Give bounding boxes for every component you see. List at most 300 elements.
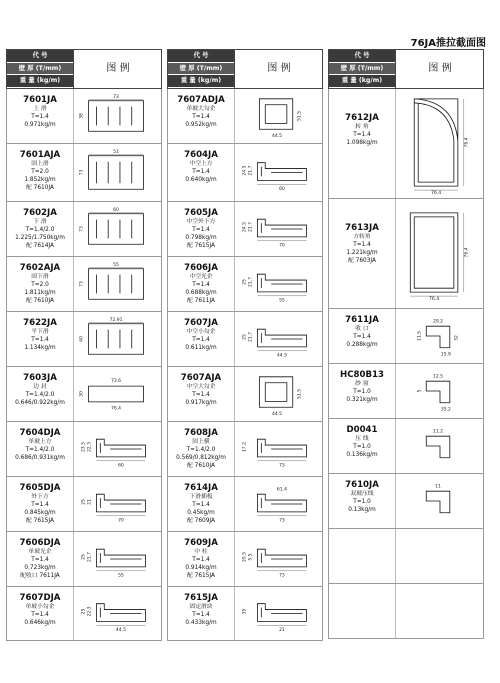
profile-list (328, 89, 484, 639)
svg-text:55: 55 (279, 298, 285, 304)
svg-text:24.5: 24.5 (242, 222, 248, 233)
catalog-column (167, 49, 323, 641)
profile-thickness: T=1.4/2.0 (25, 227, 55, 233)
svg-text:60: 60 (118, 463, 124, 469)
profile-name: 固上滑 (31, 161, 49, 167)
profile-list (167, 89, 323, 641)
profile-section-drawing (235, 422, 323, 476)
profile-info (7, 89, 74, 143)
profile-cell (167, 257, 323, 312)
svg-text:11.2: 11.2 (433, 429, 444, 435)
profile-weight: 1.098kg/m (346, 140, 378, 146)
profile-code: 7602AJA (19, 263, 61, 273)
profile-info (168, 89, 235, 143)
profile-note: 配收口 7611JA (20, 573, 60, 579)
svg-text:73: 73 (279, 573, 285, 579)
section-drawing-svg (235, 89, 323, 143)
profile-cell (6, 532, 162, 587)
profile-thickness: T=1.4 (192, 392, 210, 398)
svg-text:21: 21 (279, 628, 285, 634)
profile-thickness: T=1.4 (192, 114, 210, 120)
profile-info (7, 532, 74, 586)
section-drawing-svg (235, 202, 323, 256)
profile-list (6, 89, 162, 641)
profile-code: 7611JA (345, 315, 379, 325)
profile-weight: 0.914kg/m (185, 565, 217, 571)
profile-code: 7604DJA (19, 428, 61, 438)
header-labels (7, 50, 73, 88)
profile-thickness: T=2.0 (31, 169, 49, 175)
section-drawing-svg (235, 312, 323, 366)
profile-section-drawing (235, 202, 323, 256)
svg-text:76.4: 76.4 (111, 406, 122, 412)
svg-text:73: 73 (79, 169, 85, 176)
profile-name: 中空外下方 (186, 219, 216, 225)
profile-thickness: T=1.4 (192, 337, 210, 343)
profile-cell (167, 422, 323, 477)
profile-thickness: T=1.4 (192, 227, 210, 233)
profile-name: 中空小勾企 (186, 329, 216, 335)
profile-section-drawing (235, 477, 323, 531)
profile-info (7, 257, 74, 311)
profile-note: 配 7609JA (187, 518, 215, 524)
svg-text:22.3: 22.3 (87, 442, 93, 453)
profile-cell (328, 419, 484, 474)
section-drawing-svg (74, 257, 162, 311)
profile-name: 固下滑 (31, 274, 49, 280)
svg-text:51.5: 51.5 (297, 388, 303, 400)
section-drawing-svg (235, 144, 323, 201)
svg-text:11.5: 11.5 (417, 330, 423, 342)
header-figure-label: 图 例 (73, 50, 162, 88)
profile-name: 固上横 (192, 439, 210, 445)
svg-text:44.5: 44.5 (115, 628, 126, 634)
svg-text:25: 25 (81, 608, 87, 615)
svg-text:21.7: 21.7 (248, 277, 254, 288)
section-drawing-svg (396, 309, 484, 363)
profile-info (329, 89, 396, 198)
section-drawing-svg (396, 584, 484, 638)
profile-section-drawing (74, 89, 162, 143)
profile-weight: 0.13kg/m (348, 507, 376, 513)
svg-text:70: 70 (279, 243, 285, 249)
profile-code: 7606DJA (19, 538, 61, 548)
section-drawing-svg (74, 477, 162, 531)
page-title: 76JA推拉截面图 (410, 38, 486, 49)
profile-code: D0041 (346, 425, 378, 435)
profile-note: 配 7610JA (26, 185, 54, 191)
profile-code: 7604JA (184, 150, 218, 160)
profile-cell (6, 587, 162, 641)
profile-cell (6, 257, 162, 312)
section-drawing-svg (74, 367, 162, 421)
profile-section-drawing (74, 477, 162, 531)
profile-cell (167, 532, 323, 587)
profile-info (168, 144, 235, 201)
profile-code: 7606JA (184, 263, 218, 273)
svg-text:25: 25 (242, 279, 248, 285)
section-drawing-svg (396, 419, 484, 473)
svg-text:32: 32 (454, 335, 460, 341)
profile-code: 7607DJA (19, 593, 61, 603)
svg-text:25: 25 (242, 334, 248, 340)
profile-note: 配 7610JA (26, 298, 54, 304)
svg-text:11: 11 (435, 484, 441, 490)
profile-thickness: T=1.4 (31, 114, 49, 120)
profile-info (168, 367, 235, 421)
profile-thickness: T=1.4/2.0 (25, 392, 55, 398)
profile-thickness: T=1.4 (353, 242, 371, 248)
profile-name: 下滑插板 (189, 494, 213, 500)
svg-text:73: 73 (79, 281, 85, 287)
header-figure-label: 图 例 (395, 50, 484, 88)
profile-note: 配 7615JA (187, 573, 215, 579)
svg-text:25: 25 (81, 499, 87, 505)
profile-note: 配 7610JA (187, 463, 215, 469)
header-weight-label: 重 量 (kg/m) (329, 75, 395, 88)
section-drawing-svg (74, 587, 162, 640)
profile-weight: 1.225/1.750kg/m (15, 235, 65, 241)
profile-section-drawing (74, 144, 162, 201)
profile-cell (167, 89, 323, 144)
profile-section-drawing (74, 257, 162, 311)
profile-weight: 0.952kg/m (185, 122, 217, 128)
svg-text:21: 21 (87, 499, 93, 505)
profile-weight: 0.433kg/m (185, 620, 217, 626)
profile-name: 上 滑 (33, 106, 47, 112)
profile-weight: 0.723kg/m (24, 565, 56, 571)
profile-weight: 0.136kg/m (346, 452, 378, 458)
profile-code: HC80B13 (340, 370, 384, 380)
profile-info (7, 422, 74, 476)
section-drawing-svg (74, 202, 162, 256)
profile-section-drawing (235, 89, 323, 143)
profile-section-drawing (396, 364, 484, 418)
svg-text:51.5: 51.5 (297, 110, 303, 122)
catalog-column (328, 49, 484, 641)
column-header (6, 49, 162, 89)
profile-name: 下 滑 (33, 219, 47, 225)
profile-cell (167, 367, 323, 422)
header-weight-label: 重 量 (kg/m) (7, 75, 73, 88)
profile-name: 单玻光企 (28, 549, 52, 555)
profile-info (329, 529, 396, 583)
profile-cell (328, 199, 484, 309)
svg-text:60: 60 (279, 187, 285, 193)
header-name-thickness-label: 壁 厚 (T/mm) (7, 63, 73, 76)
profile-info (329, 584, 396, 638)
profile-code: 7603JA (23, 373, 57, 383)
svg-text:22.3: 22.3 (87, 606, 93, 617)
section-drawing-svg (235, 422, 323, 476)
profile-weight: 1.221kg/m (346, 250, 378, 256)
svg-text:35: 35 (242, 608, 248, 615)
section-drawing-svg (396, 89, 484, 198)
profile-section-drawing (74, 367, 162, 421)
svg-text:44.5: 44.5 (272, 134, 283, 140)
svg-text:44.5: 44.5 (276, 353, 287, 359)
profile-code: 7605JA (184, 208, 218, 218)
profile-thickness: T=1.4 (192, 557, 210, 563)
svg-text:21.7: 21.7 (248, 222, 254, 233)
profile-section-drawing (235, 144, 323, 201)
profile-name: 中空大勾企 (186, 384, 216, 390)
profile-thickness: T=1.0 (353, 499, 371, 505)
profile-info (168, 587, 235, 640)
svg-text:72.91: 72.91 (109, 317, 123, 323)
profile-info (168, 422, 235, 476)
svg-text:5: 5 (417, 389, 423, 393)
section-drawing-svg (235, 257, 323, 311)
profile-weight: 0.971kg/m (24, 122, 56, 128)
section-drawing-svg (74, 312, 162, 366)
svg-text:73: 73 (279, 463, 285, 469)
profile-note: 配 7615JA (26, 518, 54, 524)
profile-cell (328, 474, 484, 529)
profile-info (168, 257, 235, 311)
profile-thickness: T=1.0 (353, 444, 371, 450)
profile-weight: 0.288kg/m (346, 342, 378, 348)
profile-code: 7605DJA (19, 483, 61, 493)
profile-code: 7612JA (345, 113, 379, 123)
profile-weight: 0.611kg/m (185, 345, 217, 351)
section-drawing-svg (74, 144, 162, 201)
profile-name: 外下方 (31, 494, 49, 500)
svg-text:12.5: 12.5 (433, 374, 444, 380)
profile-thickness: T=2.0 (31, 282, 49, 288)
catalog-column (6, 49, 162, 641)
svg-text:70: 70 (118, 518, 124, 524)
profile-thickness: T=1.4/2.0 (25, 447, 55, 453)
svg-text:44.5: 44.5 (272, 412, 283, 418)
profile-weight: 0.321kg/m (346, 397, 378, 403)
header-figure-label: 图 例 (234, 50, 323, 88)
profile-name: 方转角 (353, 234, 371, 240)
profile-section-drawing (396, 309, 484, 363)
profile-info (7, 477, 74, 531)
section-drawing-svg (74, 532, 162, 586)
profile-code: 7622JA (23, 318, 57, 328)
header-code-label: 代 号 (329, 50, 395, 63)
profile-note: 配 7611JA (187, 298, 215, 304)
profile-section-drawing (396, 474, 484, 528)
section-drawing-svg (235, 367, 323, 421)
profile-weight: 0.569/0.812kg/m (176, 455, 226, 461)
section-drawing-svg (396, 199, 484, 308)
section-drawing-svg (235, 477, 323, 531)
svg-text:30: 30 (79, 391, 85, 397)
svg-text:73: 73 (279, 518, 285, 524)
svg-text:24.5: 24.5 (242, 165, 248, 176)
profile-info (168, 312, 235, 366)
profile-weight: 0.45kg/m (187, 510, 215, 516)
profile-weight: 0.845kg/m (24, 510, 56, 516)
profile-weight: 1.852kg/m (24, 177, 56, 183)
profile-name: 平下滑 (31, 329, 49, 335)
profile-section-drawing (396, 529, 484, 583)
profile-section-drawing (74, 312, 162, 366)
profile-section-drawing (235, 532, 323, 586)
profile-name: 固定滑块 (189, 604, 213, 610)
profile-cell (6, 422, 162, 477)
profile-cell (167, 477, 323, 532)
profile-code: 7609JA (184, 538, 218, 548)
profile-code: 7615JA (184, 593, 218, 603)
svg-text:76.4: 76.4 (428, 297, 440, 303)
profile-thickness: T=1.0 (353, 389, 371, 395)
profile-info (329, 199, 396, 308)
profile-code: 7601JA (23, 95, 57, 105)
profile-name: 单玻大勾企 (186, 106, 216, 112)
profile-weight: 0.798kg/m (185, 235, 217, 241)
profile-cell (328, 584, 484, 639)
profile-cell (6, 202, 162, 257)
profile-cell (6, 312, 162, 367)
profile-info (329, 364, 396, 418)
profile-thickness: T=1.4 (192, 612, 210, 618)
profile-cell (167, 202, 323, 257)
profile-weight: 1.134kg/m (24, 345, 56, 351)
profile-name: 中空上方 (189, 161, 213, 167)
profile-name: 纱 窗 (355, 381, 369, 387)
profile-name: 转 角 (355, 124, 369, 130)
svg-text:40: 40 (79, 336, 85, 342)
svg-text:55: 55 (113, 262, 119, 268)
svg-text:73: 73 (113, 94, 119, 100)
profile-thickness: T=1.4 (31, 502, 49, 508)
profile-thickness: T=1.4 (192, 282, 210, 288)
profile-code: 7607ADJA (177, 95, 225, 105)
profile-weight: 1.811kg/m (24, 290, 56, 296)
profile-cell (6, 144, 162, 202)
profile-name: 单玻上方 (28, 439, 52, 445)
profile-code: 7602JA (23, 208, 57, 218)
profile-cell (6, 89, 162, 144)
profile-section-drawing (396, 199, 484, 308)
svg-text:21.7: 21.7 (248, 165, 254, 176)
profile-name: 收 口 (355, 326, 369, 332)
svg-text:61.4: 61.4 (276, 487, 287, 493)
section-drawing-svg (235, 532, 323, 586)
profile-name: 单玻小勾企 (25, 604, 55, 610)
profile-section-drawing (235, 312, 323, 366)
header-labels (168, 50, 234, 88)
profile-thickness: T=1.4 (31, 612, 49, 618)
profile-note: 配 7615JA (187, 243, 215, 249)
profile-weight: 0.640kg/m (185, 177, 217, 183)
profile-code: 7614JA (184, 483, 218, 493)
svg-text:23.5: 23.5 (81, 442, 87, 453)
svg-text:15.9: 15.9 (440, 352, 451, 358)
svg-text:20.5: 20.5 (242, 552, 248, 563)
svg-text:76.4: 76.4 (464, 137, 470, 148)
profile-section-drawing (396, 89, 484, 198)
profile-name: 边 封 (33, 384, 47, 390)
profile-name: 中 柱 (194, 549, 208, 555)
svg-text:21.7: 21.7 (248, 332, 254, 343)
profile-info (168, 477, 235, 531)
profile-thickness: T=1.4 (192, 502, 210, 508)
profile-info (329, 474, 396, 528)
svg-text:29.2: 29.2 (433, 319, 444, 325)
header-labels (329, 50, 395, 88)
profile-section-drawing (396, 584, 484, 638)
profile-thickness: T=1.4 (192, 169, 210, 175)
profile-section-drawing (74, 422, 162, 476)
svg-text:21.7: 21.7 (87, 552, 93, 563)
profile-cell (328, 309, 484, 364)
profile-section-drawing (235, 257, 323, 311)
profile-cell (167, 144, 323, 202)
profile-weight: 0.686/0.931kg/m (15, 455, 65, 461)
profile-info (329, 309, 396, 363)
profile-cell (328, 529, 484, 584)
profile-info (7, 312, 74, 366)
svg-text:55: 55 (118, 573, 124, 579)
profile-section-drawing (74, 587, 162, 640)
profile-code: 7613JA (345, 223, 379, 233)
profile-cell (328, 89, 484, 199)
profile-code: 7608JA (184, 428, 218, 438)
profile-section-drawing (74, 202, 162, 256)
profile-info (7, 202, 74, 256)
header-name-thickness-label: 壁 厚 (T/mm) (329, 63, 395, 76)
profile-thickness: T=1.4 (31, 337, 49, 343)
svg-text:76.4: 76.4 (430, 191, 442, 197)
profile-weight: 0.646kg/m (24, 620, 56, 626)
section-drawing-svg (74, 89, 162, 143)
header-code-label: 代 号 (168, 50, 234, 63)
profile-name: 双玻压线 (350, 491, 374, 497)
svg-text:73.6: 73.6 (111, 379, 122, 385)
svg-text:35.2: 35.2 (440, 407, 451, 413)
profile-cell (167, 312, 323, 367)
profile-section-drawing (235, 587, 323, 640)
profile-name: 压 线 (355, 436, 369, 442)
section-drawing-svg (74, 422, 162, 476)
column-header (167, 49, 323, 89)
svg-text:17.2: 17.2 (242, 442, 248, 453)
profile-code: 7607JA (184, 318, 218, 328)
section-drawing-svg (235, 587, 323, 640)
profile-weight: 0.688kg/m (185, 290, 217, 296)
profile-cell (328, 364, 484, 419)
profile-info (7, 587, 74, 640)
profile-thickness: T=1.4 (353, 132, 371, 138)
svg-text:60: 60 (113, 207, 119, 213)
profile-info (7, 144, 74, 201)
profile-name: 中空光企 (189, 274, 213, 280)
header-code-label: 代 号 (7, 50, 73, 63)
profile-code: 7610JA (345, 480, 379, 490)
profile-thickness: T=1.4 (353, 334, 371, 340)
profile-info (329, 419, 396, 473)
section-drawing-svg (396, 364, 484, 418)
svg-text:51: 51 (113, 149, 119, 155)
profile-thickness: T=1.4/2.0 (186, 447, 216, 453)
profile-cell (167, 587, 323, 641)
profile-cell (6, 367, 162, 422)
profile-info (7, 367, 74, 421)
header-weight-label: 重 量 (kg/m) (168, 75, 234, 88)
section-drawing-svg (396, 529, 484, 583)
section-drawing-svg (396, 474, 484, 528)
svg-text:25: 25 (81, 554, 87, 560)
profile-section-drawing (235, 367, 323, 421)
profile-info (168, 532, 235, 586)
profile-note: 配 7614JA (26, 243, 54, 249)
profile-section-drawing (396, 419, 484, 473)
